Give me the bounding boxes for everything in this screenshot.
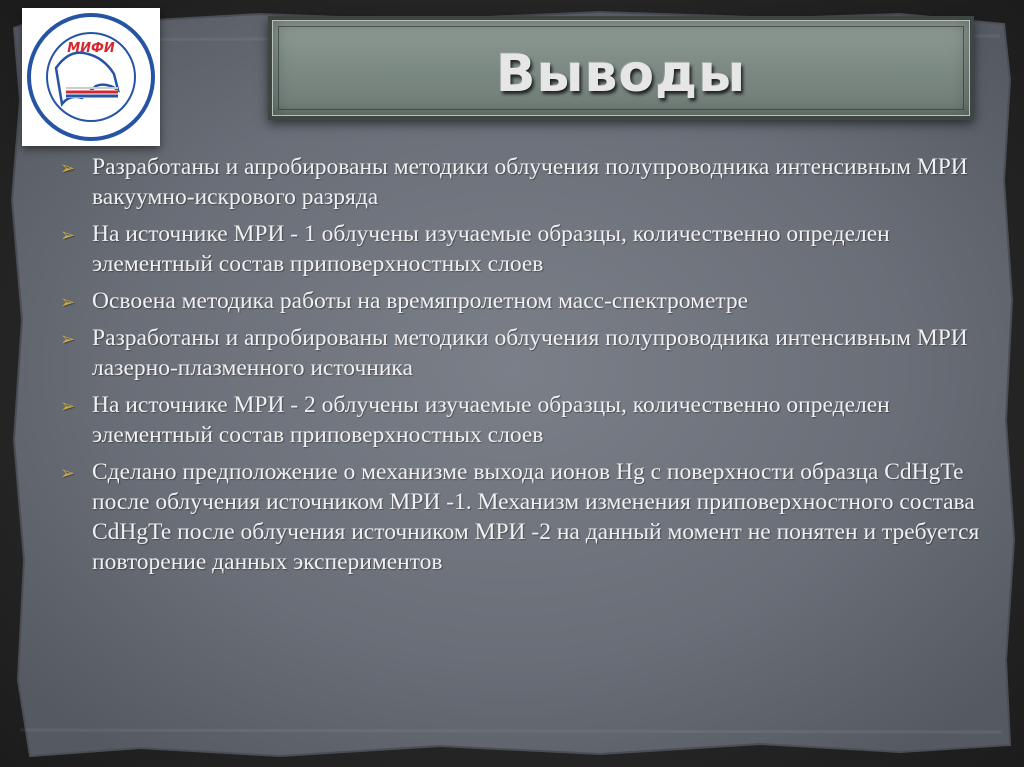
arrow-right-icon: ➢ (60, 396, 76, 417)
list-item (60, 323, 980, 383)
list-item (60, 457, 980, 577)
arrow-right-icon: ➢ (60, 463, 76, 484)
list-item (60, 152, 980, 212)
title-plate (268, 16, 974, 120)
list-item-text: На источнике МРИ - 2 облучены изучаемые образцы, количественно определен элементный состав приповерхностных слоев (92, 392, 890, 448)
logo-mark: МИФИ (67, 41, 115, 56)
arrow-right-icon: ➢ (60, 225, 76, 246)
arrow-right-icon: ➢ (60, 329, 76, 350)
list-item-text: Сделано предположение о механизме выхода ионов Hg с поверхности образца CdHgTe после облучения источником МРИ -1. Механизм изменения приповерхностного состава CdHgTe после облучения источником МРИ -2 на данный момент не понятен и требуется повторение данных экспериментов (92, 459, 980, 575)
list-item (60, 219, 980, 279)
conclusions-list (60, 152, 980, 584)
list-item-text: На источнике МРИ - 1 облучены изучаемые образцы, количественно определен элементный состав приповерхностных слоев (92, 221, 890, 277)
university-logo (22, 8, 160, 146)
list-item (60, 390, 980, 450)
list-item-text: Освоена методика работы на времяпролетном масс-спектрометре (92, 288, 749, 314)
list-item-text: Разработаны и апробированы методики облучения полупроводника интенсивным МРИ лазерно-плазменного источника (92, 325, 968, 381)
arrow-right-icon: ➢ (60, 158, 76, 179)
institution-seal-icon (22, 8, 160, 146)
slide-title: Выводы (495, 44, 747, 104)
arrow-right-icon: ➢ (60, 292, 76, 313)
list-item-text: Разработаны и апробированы методики облучения полупроводника интенсивным МРИ вакуумно-искрового разряда (92, 154, 968, 210)
list-item (60, 286, 980, 316)
